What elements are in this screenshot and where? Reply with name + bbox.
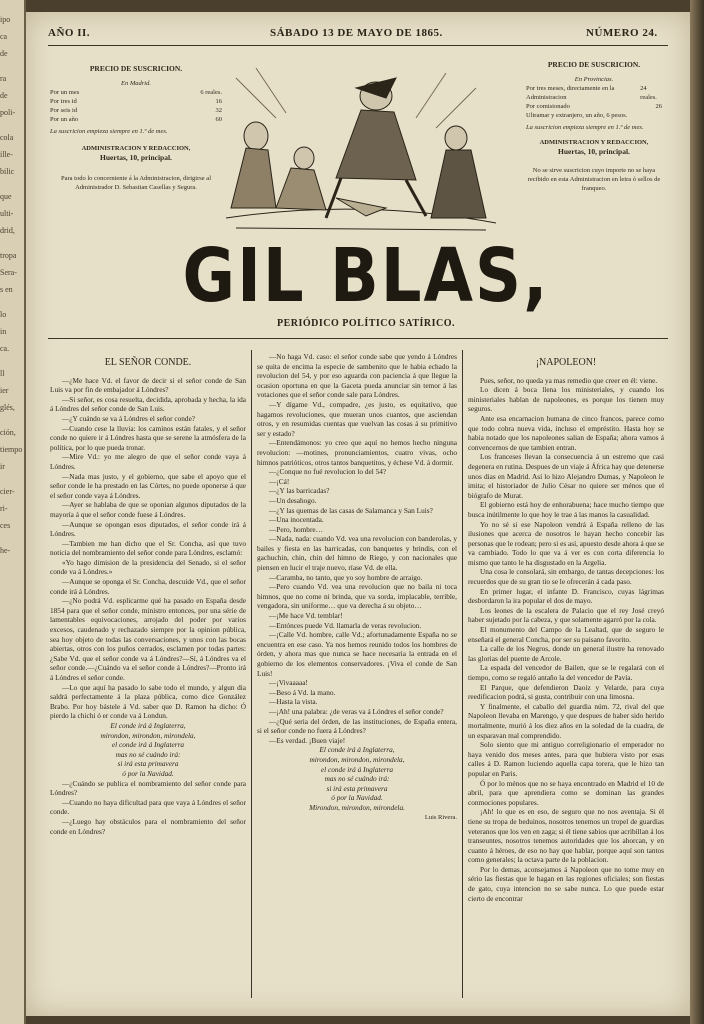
right-note: La suscricion empieza siempre en 1.º de mes. xyxy=(526,124,644,131)
verse-line: El conde irá á Inglaterra, xyxy=(319,745,395,755)
paragraph: —Mire Vd.: yo me alegro de que el señor conde vaya á Lóndres. xyxy=(50,452,246,471)
paragraph: Y finalmente, el caballo del guardia núm. 72, rival del que Napoleon llevaba en Marengo, y que despues de haber sido herido mortalmente, murió á los diez años en la soledad de la cuadra, de un esparavan mal comprendido. xyxy=(468,701,664,740)
paragraph: En primer lugar, el infante D. Francisco, cuyas lágrimas desbordaron la ira popular el dos de mayo. xyxy=(468,586,664,606)
paragraph: ¡Ah! lo que es en eso, de seguro que no nos aventaja. Si él tiene su tropa de beduinos, nosotros tenemos un tropel de guardias veteranos que los ven en zaga; si él tiene sabios que acribillan á los transeuntes, nosotros tenemos autoridades que los ahorcan, y en cuanto á héroes, de eso no hay que hablar, porque aquí son tantos como generales; la octava parte de la poblacion. xyxy=(468,807,664,865)
strip-fragment: in xyxy=(0,327,7,336)
left-place: En Madrid. xyxy=(121,80,151,87)
strip-fragment: ille- xyxy=(0,150,13,159)
paragraph: El Parque, que defendieron Daoiz y Velarde, para cuya reedificacion podrá, si gusta, contribuir con una limosna. xyxy=(468,682,664,702)
paragraph: —Beso á Vd. la mano. xyxy=(269,687,336,697)
article-title: EL SEÑOR CONDE. xyxy=(104,357,192,368)
strip-fragment: s en xyxy=(0,285,13,294)
right-admin: ADMINISTRACION Y REDACCION, xyxy=(539,139,649,146)
strip-fragment: bilic xyxy=(0,167,15,176)
strip-fragment: tiempo xyxy=(0,445,23,454)
paragraph: Los leones de la escalera de Palacio que el rey José creyó haber sujetado por la cabeza, y que solamente agarró por la cola. xyxy=(468,605,664,625)
paragraph: —Aunque se oponga el Sr. Concha, descuide Vd., que el señor conde irá á Lóndres. xyxy=(50,577,246,596)
paragraph: La espada del vencedor de Bailen, que se le regalará con el tiempo, como se regaló antaño la del vencedor de Pavía. xyxy=(468,663,664,682)
verse-line: mas no sé cuándo irá: xyxy=(115,749,181,759)
strip-fragment: cier- xyxy=(0,487,15,496)
verse-line: el conde irá á Inglaterra xyxy=(320,764,394,774)
paragraph: —Cuando no haya dificultad para que vaya á Lóndres el señor conde. xyxy=(50,797,246,817)
newspaper-subtitle: PERIÓDICO POLÍTICO SATÍRICO. xyxy=(276,318,455,329)
paragraph: —No haga Vd. caso: el señor conde sabe que yendo á Lóndres se quita de encima la especie de sambenito que le habia echado la revolucion del 54, y por eso aguarda con paciencia á que llegue la ocasion oportuna en que la Gaceta pueda anunciar sin temor á las votaciones que el señor conde sale para Lóndres. xyxy=(257,352,457,400)
verse-line: mirondon, mirondon, mirondela, xyxy=(309,754,405,764)
paragraph: —¿No podrá Vd. esplicarme qué ha pasado en España desde 1854 para que el señor conde, ministro entonces, por una série de lamentables equivocaciones, arrojado del poder por varios excesos, caudenado y rechazado siempre por la opinion pública, sea hoy objeto de todas las conversaciones, y unos con las bocas abiertas, otros con los puños cerrados, esclamen por todas partes: ¿Sabe Vd. que el señor conde va á Lóndres?—Sí, á Lóndres va el señor conde.—¿Cuándo va el señor conde á Lóndres?—Pronto irá á Lóndres el señor conde. xyxy=(50,596,246,682)
verse-line: si irá esta primavera xyxy=(326,783,388,793)
paragraph: —Aunque se opongan esos diputados, el señor conde irá á Lóndres. xyxy=(50,519,246,539)
strip-fragment: de xyxy=(0,91,8,100)
paragraph: —Pero, hombre… xyxy=(269,524,323,534)
paragraph: Yo no sé si ese Napoleon vendrá á España relleno de las ilusiones que acerca de nosotros le hayan hecho concebir las personas que le rodean; pero si es así, apuesto desde ahora á que se va cambiado. Todo lo que va á ver es con corta diferencia lo mismo que tanto le ha disgustado en la Argelia. xyxy=(468,519,664,567)
strip-fragment: drid, xyxy=(0,226,15,235)
price-value: 26 xyxy=(655,103,662,110)
paragraph: —Entendámonos: yo creo que aquí no hemos hecho ninguna revolucion: —motines, pronunciamientos, cuatro vivas, ocho himnos patrióticos, otros tantos banquetitos, y échese Vd. á dormir. xyxy=(257,438,457,467)
paragraph: —Ayer se hablaba de que se oponian algunos diputados de la mayoría á que el señor conde fuese á Lóndres. xyxy=(50,500,246,519)
price-value: 32 xyxy=(215,107,222,114)
column-divider xyxy=(462,350,463,998)
paragraph: Lo dicen á boca llena los ministeriales, y cuando los ministeriales hablan de napoleones, es porque los tienen muy seguros. xyxy=(468,385,664,414)
verse-line: el conde irá á Inglaterra xyxy=(111,740,185,750)
paragraph: —¡Me hace Vd. temblar! xyxy=(269,611,343,621)
verse-line: El conde irá á Inglaterra, xyxy=(110,720,186,730)
paragraph: —Tambien me han dicho que el Sr. Concha, así que tuvo noticia del nombramiento del señor conde para Lóndres, esclamó: xyxy=(50,538,246,558)
paragraph: —Cuando cese la lluvia: los caminos están fatales, y el señor conde no quiere ir á Lóndres hasta que se serene la atmósfera de la política, por lo que pueda tronar. xyxy=(50,423,246,452)
price-value: 24 reales. xyxy=(640,85,657,101)
paragraph: —¿Y cuándo se va á Lóndres el señor conde? xyxy=(62,413,196,423)
paragraph: —¿Y las quemas de las casas de Salamanca y San Luis? xyxy=(269,505,433,515)
paragraph: —Pero cuando Vd. vea una revolucion que no baila ni toca himnos, que no come ni brinda, que va sorda, implacable, terrible, vengadora, sin uniforme… que va derecha á su objeto… xyxy=(257,582,457,611)
price-value: 6 reales. xyxy=(200,89,222,96)
right-place: En Provincias. xyxy=(574,76,614,83)
strip-fragment: ces xyxy=(0,521,11,530)
adjacent-page-strip xyxy=(0,0,26,1024)
price-value: 60 xyxy=(215,116,222,123)
year-label: AÑO II. xyxy=(48,27,91,39)
strip-fragment: cola xyxy=(0,133,14,142)
verse-line: ó por la Navidad. xyxy=(122,768,174,778)
verse-line: si irá esta primavera xyxy=(117,759,179,769)
strip-fragment: lo xyxy=(0,310,7,319)
paragraph: Una cosa le consolará, sin embargo, de tantas decepciones: los recuerdos que de su gran tio se le ofrecerán á cada paso. xyxy=(468,567,664,587)
paragraph: —¿Luego hay obstáculos para el nombramiento del señor conde en Lóndres? xyxy=(50,816,246,836)
right-price-heading: PRECIO DE SUSCRICION. xyxy=(547,60,641,69)
paragraph: —Lo que aquí ha pasado lo sabe todo el mundo, y algun dia saldrá perfectamente á la plaza pública, como dice González Brabo. Por hoy bástele á Vd. saber que D. Ramon ha dicho: Ó pierdo la chichi ó er conde va á Londun. xyxy=(50,682,246,721)
verse-line: mas no sé cuándo irá: xyxy=(324,774,390,784)
right-subscription-box xyxy=(526,60,662,193)
paragraph: —Un desahogo. xyxy=(269,495,317,505)
title-rule xyxy=(48,338,668,339)
column-divider xyxy=(251,350,252,998)
paragraph: —¡Ah! una palabra: ¿de veras va á Lóndres el señor conde? xyxy=(269,706,444,716)
paragraph: —Nada mas justo, y el gobierno, que sabe el apoyo que el señor conde le ha prestado en las Córtes, no puede oponerse á que el señor conde vaya á Lóndres. xyxy=(50,471,246,500)
page-edge-shadow xyxy=(690,0,704,1024)
header-rule xyxy=(48,45,668,46)
strip-fragment: poli- xyxy=(0,108,16,117)
paragraph: —¡Cá! xyxy=(269,476,290,486)
paragraph: —Una inocentada. xyxy=(269,515,324,525)
left-subscription-box xyxy=(50,64,222,192)
strip-fragment: de xyxy=(0,49,8,58)
strip-fragment: ra xyxy=(0,74,7,83)
newspaper-title: GIL BLAS, xyxy=(182,234,550,320)
strip-fragment: ir xyxy=(0,462,5,471)
paragraph: —¿Me hace Vd. el favor de decir si el señor conde de San Luis va por fin de embajador á Lóndres? xyxy=(50,375,246,395)
article-title: ¡NAPOLEON! xyxy=(535,357,597,368)
paragraph: Por lo demas, aconsejamos á Napoleon que no tome muy en sério las fiestas que le hagan en las regiones oficiales; son fiestas de gato, cuya intencion no se sabe nunca. Lo que puede estar cierto de encontrar xyxy=(468,864,664,903)
paragraph: —¿Qué seria del órden, de las instituciones, de España entera, si el señor conde no fuera á Lóndres? xyxy=(257,716,457,736)
strip-fragment: ri- xyxy=(0,504,8,513)
strip-fragment: he- xyxy=(0,546,11,555)
strip-fragment: ca. xyxy=(0,344,10,353)
price-label: Por tres meses, directamente en la Administracion xyxy=(526,85,615,101)
paragraph: —Es verdad. ¡Buen viaje! xyxy=(269,735,346,745)
paragraph: La calle de los Negros, donde un general ilustre ha renovado las glorias del puente de Arcole. xyxy=(468,644,664,663)
price-label: Por comisionado xyxy=(526,103,570,110)
paragraph: —¡Calle Vd. hombre, calle Vd.; afortunadamente España no se encuentra en ese caso. Ya nos hemos reunido todos los hombres de órden, y ahora mas que nunca se hace necesaria la entrada en el gobierno de los elementos conservadores. ¡Viva el conde de San Luis! xyxy=(257,630,457,678)
strip-fragment: glés, xyxy=(0,403,15,412)
date-label: SÁBADO 13 DE MAYO DE 1865. xyxy=(270,27,443,39)
left-price-heading: PRECIO DE SUSCRICION. xyxy=(89,64,183,73)
paragraph: —¿Y las barricadas? xyxy=(269,486,330,496)
left-admin: ADMINISTRACION Y REDACCION, xyxy=(81,145,191,152)
signature: Luis Rivera. xyxy=(424,813,457,821)
right-address: Huertas, 10, principal. xyxy=(558,147,630,156)
strip-fragment: ier xyxy=(0,386,9,395)
verse-line: Mirondon, mirondon, mirondela. xyxy=(309,802,405,812)
article-column-3 xyxy=(468,352,664,1012)
paragraph: —Si señor, es cosa resuelta, decidida, aprobada y hecha, la ida á Lóndres del señor conde de San Luis. xyxy=(50,394,246,414)
paragraph: Los franceses llevan la consecuencia á un estremo que casi degenera en rutina. Despues de un viaje á África hay que detenerse unos dias en Madrid. Así lo hizo Alejandro Dumas, y Napoleon le imita; el historiador de Julio César no quiere ser ménos que el biógrafo de Murat. xyxy=(468,452,664,500)
left-address: Huertas, 10, principal. xyxy=(100,153,172,162)
left-note: La suscricion empieza siempre en 1.º de mes. xyxy=(50,128,168,135)
price-value: 16 xyxy=(215,98,222,105)
newspaper-page xyxy=(26,12,690,1016)
paragraph: —Nada, nada: cuando Vd. vea una revolucion con banderolas, y bailes y fiesta en las barricadas, con banquetes y brindis, con el gachuchin, chin, chin del himno de Riego, y con nacionales que piensen en lucir el traje nuevo, ríase Vd. de ella. xyxy=(257,534,457,573)
price-label: Por un año xyxy=(50,116,79,123)
paragraph: —Caramba, no tanto, que yo soy hombre de arraigo. xyxy=(269,572,423,582)
article-column-2 xyxy=(257,352,457,1012)
paragraph: —¿Cuándo se publica el nombramiento del señor conde para Lóndres? xyxy=(50,778,246,798)
strip-fragment: tropa xyxy=(0,251,17,260)
verse-line: ó por la Navidad. xyxy=(331,793,383,803)
strip-fragment: que xyxy=(0,192,12,201)
strip-fragment: ll xyxy=(0,369,5,378)
paragraph: El monumento del Campo de la Lealtad, que de seguro le enseñará el general Concha, por ser su paisano favorito. xyxy=(468,625,664,644)
paragraph: —¿Conque no fué revolucion lo del 54? xyxy=(269,467,387,477)
paragraph: —Entónces puede Vd. llamarla de veras revolucion. xyxy=(269,620,422,630)
issue-number: NÚMERO 24. xyxy=(586,27,658,39)
left-footer: Para todo lo concerniente á la Administracion, dirigirse al Administrador D. Sebastian Casellas y Segura. xyxy=(61,175,211,191)
paragraph: El gobierno está hoy de enhorabuena; hace mucho tiempo que busca inútilmente lo que hoy le trae á las manos la casualidad. xyxy=(468,500,664,519)
price-label: Por seis id xyxy=(50,107,78,114)
paragraph: Ó por lo ménos que no se haya encontrado en Madrid el 10 de abril, para que aprendiera como se dominan las grandes conmociones populares. xyxy=(468,778,664,807)
verse-line: mirondon, mirondon, mirondela, xyxy=(100,730,196,740)
price-label: Por tres id xyxy=(50,98,77,105)
price-label: Por un mes xyxy=(50,89,80,96)
strip-fragment: ulti- xyxy=(0,209,14,218)
masthead-illustration xyxy=(216,58,506,234)
strip-fragment: ipo xyxy=(0,15,11,24)
paragraph: «Yo hago dimision de la presidencia del Senado, si el señor conde va á Lóndres.» xyxy=(50,557,246,577)
right-abroad: Ultramar y extranjero, un año, 6 pesos. xyxy=(526,112,628,119)
paragraph: Solo siento que mi antiguo correligionario el emperador no haya venido dos meses antes, para que hubiera visto por esas calles á D. Ramon luciendo aquella capa torera, que le hizo tan popular en Paris. xyxy=(468,740,664,778)
paragraph: Pues, señor, no queda ya mas remedio que creer en él: viene. xyxy=(480,375,658,385)
strip-fragment: Sera- xyxy=(0,268,17,277)
strip-fragment: ción, xyxy=(0,428,16,437)
paragraph: —¡Vivaaaaa! xyxy=(269,678,308,688)
paragraph: —Y dígame Vd., compadre, ¿es justo, es equitativo, que hagamos revoluciones, que mueran unos cuantos, que asciendan otros, y en resumidas cuentas que vuelvan las cosas á su primitivo ser y estado? xyxy=(257,399,457,438)
article-column-1 xyxy=(50,352,246,1012)
paragraph: Ante esa encarnacion humana de cinco francos, parece como que todo cobra nueva vida, incluso el empréstito. Hasta hoy se habia notado que los napoleones salian de España; ahora vamos á convencernos de que tambien entran. xyxy=(468,413,664,452)
strip-fragment: ca xyxy=(0,32,8,41)
right-footer: No se sirve suscricion cuyo importe no se haya recibido en esta Administracion en letra ó sellos de franqueo. xyxy=(527,167,661,192)
paragraph: —Hasta la vista. xyxy=(269,697,318,707)
